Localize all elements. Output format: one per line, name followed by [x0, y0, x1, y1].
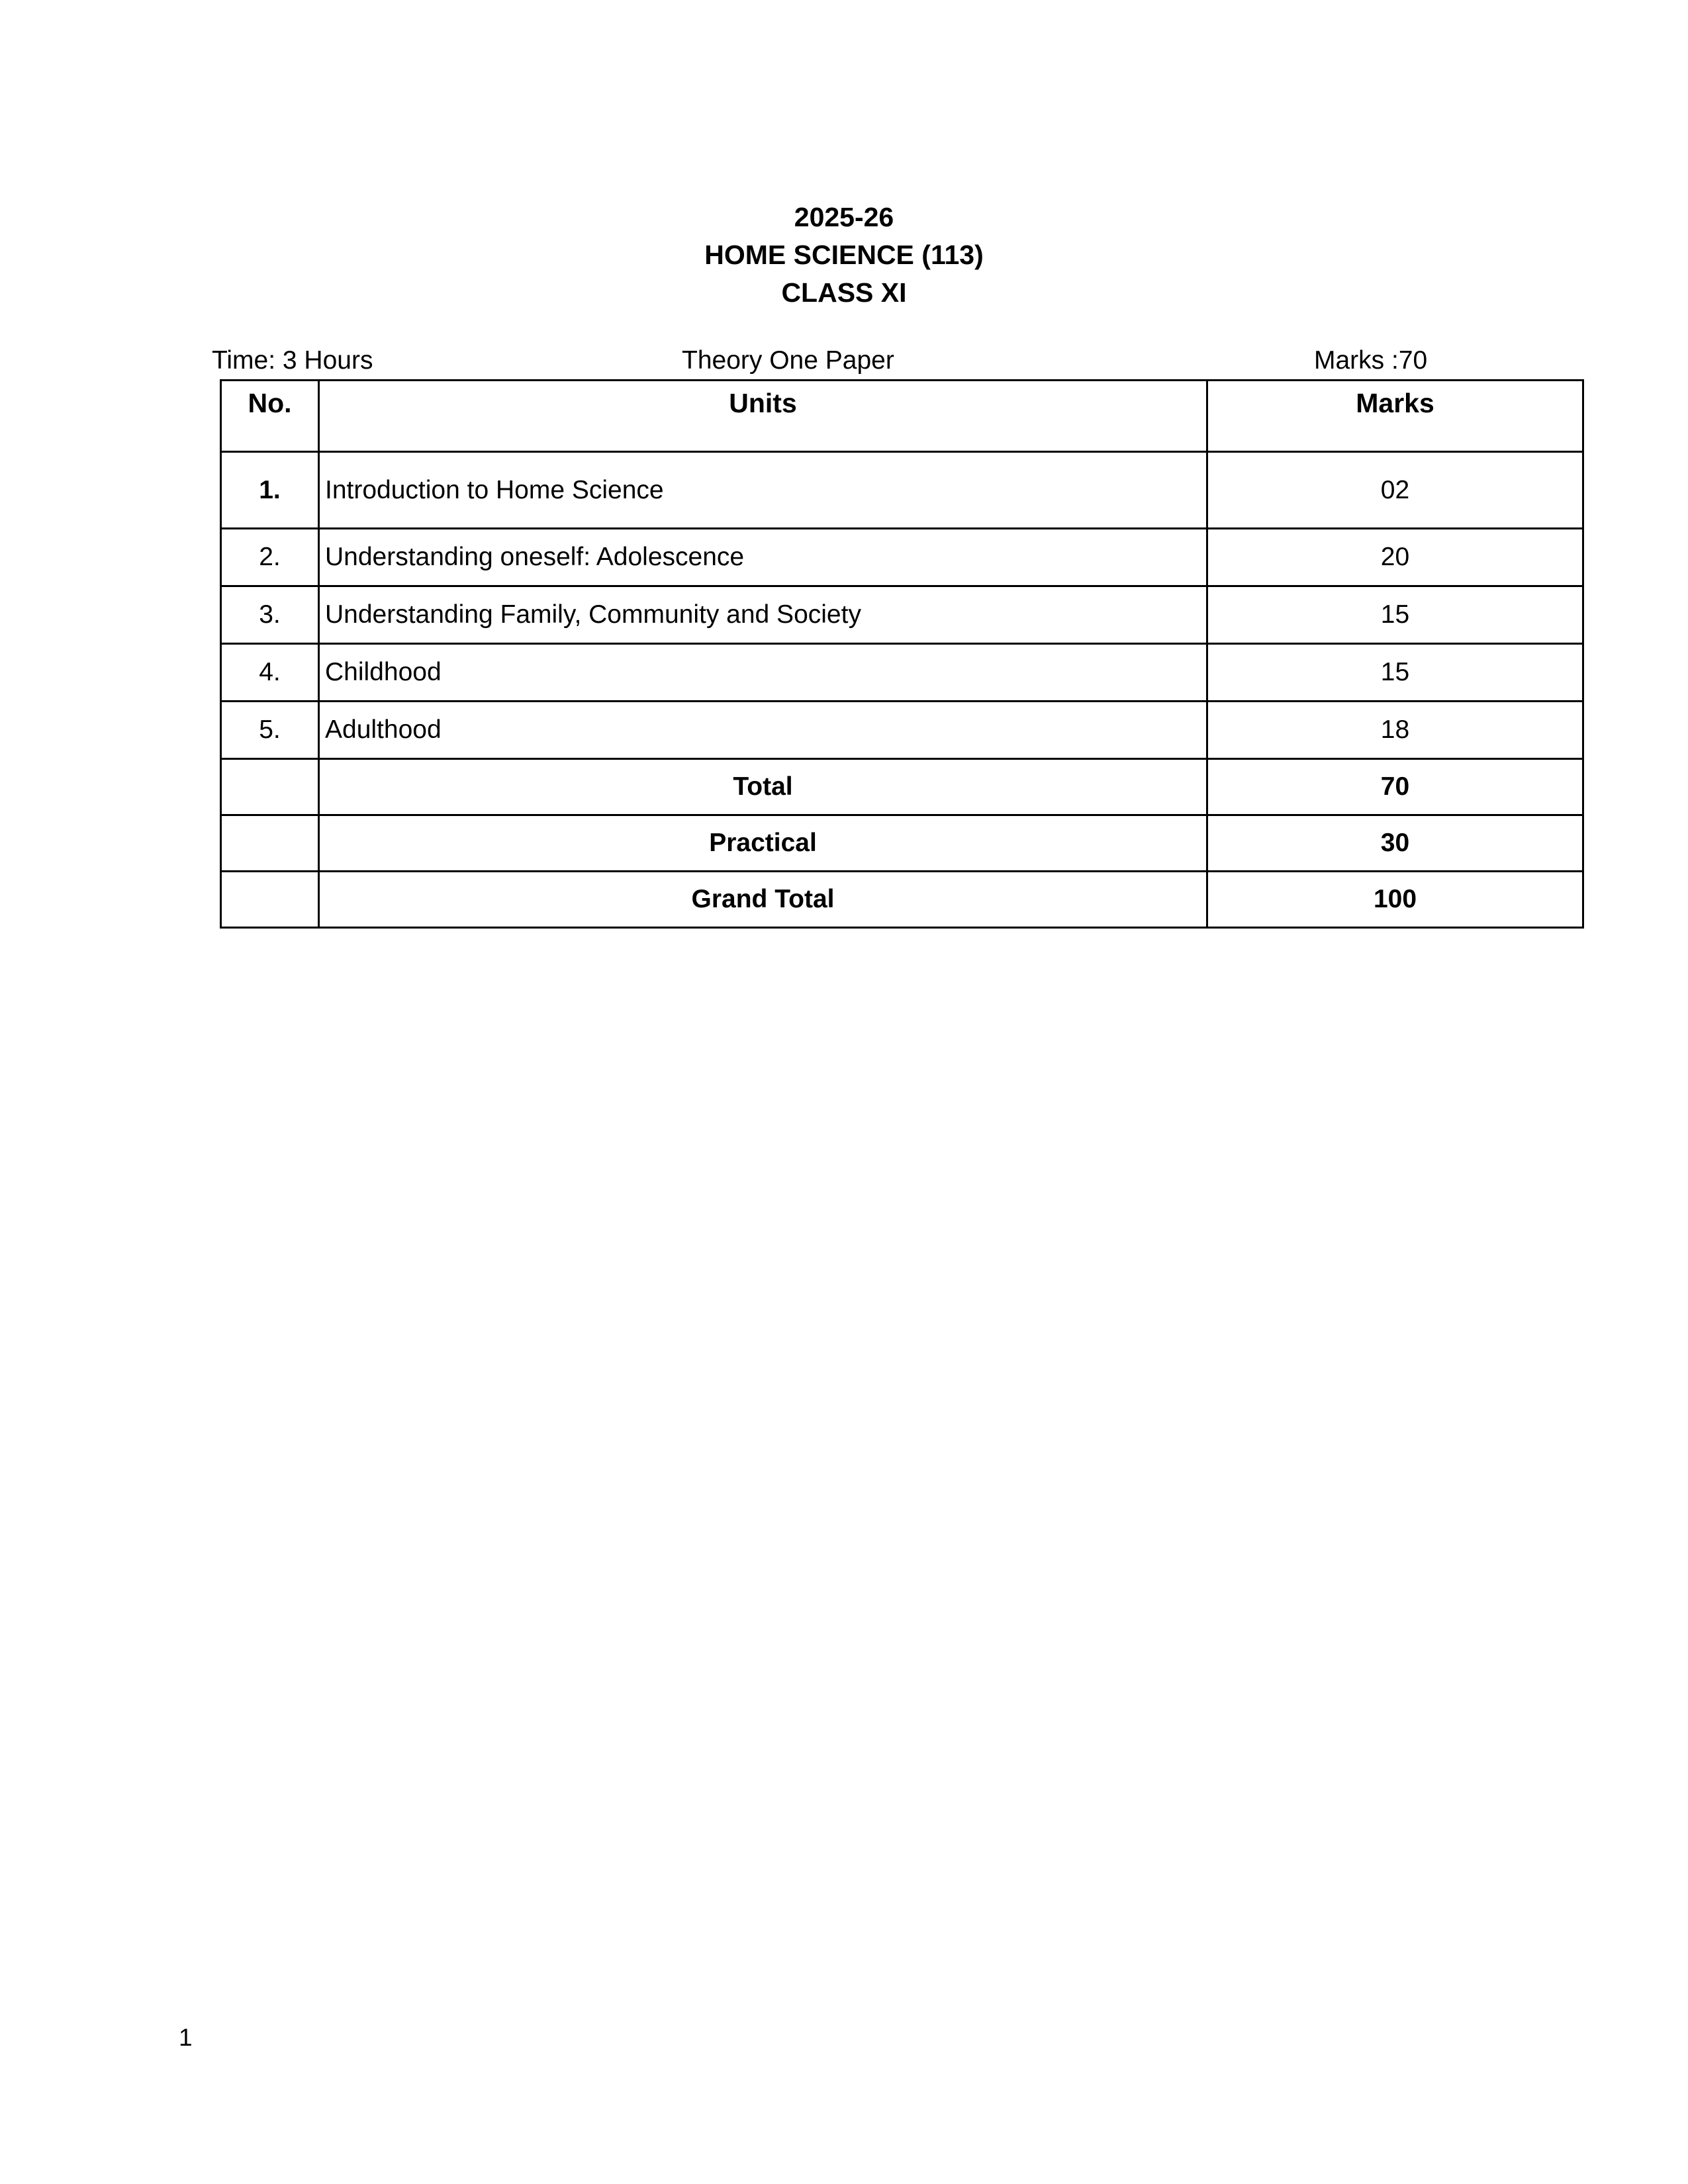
cell-units: Practical: [319, 815, 1207, 872]
cell-marks: 02: [1207, 452, 1583, 529]
marks-distribution-table: [220, 379, 1584, 929]
table-row-total: [221, 759, 1583, 815]
cell-marks: 100: [1207, 872, 1583, 928]
cell-no: 1.: [221, 452, 319, 529]
cell-marks: 70: [1207, 759, 1583, 815]
exam-paper: Theory One Paper: [682, 346, 894, 375]
cell-no: 4.: [221, 644, 319, 702]
table-row-practical: [221, 815, 1583, 872]
cell-no: 5.: [221, 702, 319, 759]
header-marks: Marks: [1207, 381, 1583, 452]
page-number: 1: [179, 2024, 193, 2051]
cell-marks: 20: [1207, 529, 1583, 586]
exam-marks: Marks :70: [1314, 346, 1428, 375]
title-year: 2025-26: [794, 202, 894, 232]
cell-units: Introduction to Home Science: [319, 452, 1207, 529]
table-row-grand-total: [221, 872, 1583, 928]
title-class: CLASS XI: [781, 277, 907, 308]
cell-marks: 15: [1207, 644, 1583, 702]
table-row: [221, 702, 1583, 759]
cell-no: 2.: [221, 529, 319, 586]
table-row: [221, 586, 1583, 644]
table-row: [221, 529, 1583, 586]
cell-units: Childhood: [319, 644, 1207, 702]
cell-no: [221, 815, 319, 872]
cell-no: 3.: [221, 586, 319, 644]
cell-units: Adulthood: [319, 702, 1207, 759]
cell-units: Understanding oneself: Adolescence: [319, 529, 1207, 586]
table-row: [221, 452, 1583, 529]
exam-meta-line: [0, 346, 1688, 379]
header-units: Units: [319, 381, 1207, 452]
exam-time: Time: 3 Hours: [212, 346, 373, 375]
document-title: [0, 0, 1688, 312]
table-row: [221, 644, 1583, 702]
cell-units: Grand Total: [319, 872, 1207, 928]
cell-marks: 18: [1207, 702, 1583, 759]
cell-marks: 15: [1207, 586, 1583, 644]
cell-units: Understanding Family, Community and Society: [319, 586, 1207, 644]
header-no: No.: [221, 381, 319, 452]
cell-units: Total: [319, 759, 1207, 815]
cell-no: [221, 759, 319, 815]
table-header-row: [221, 381, 1583, 452]
title-subject: HOME SCIENCE (113): [704, 240, 984, 270]
cell-marks: 30: [1207, 815, 1583, 872]
cell-no: [221, 872, 319, 928]
